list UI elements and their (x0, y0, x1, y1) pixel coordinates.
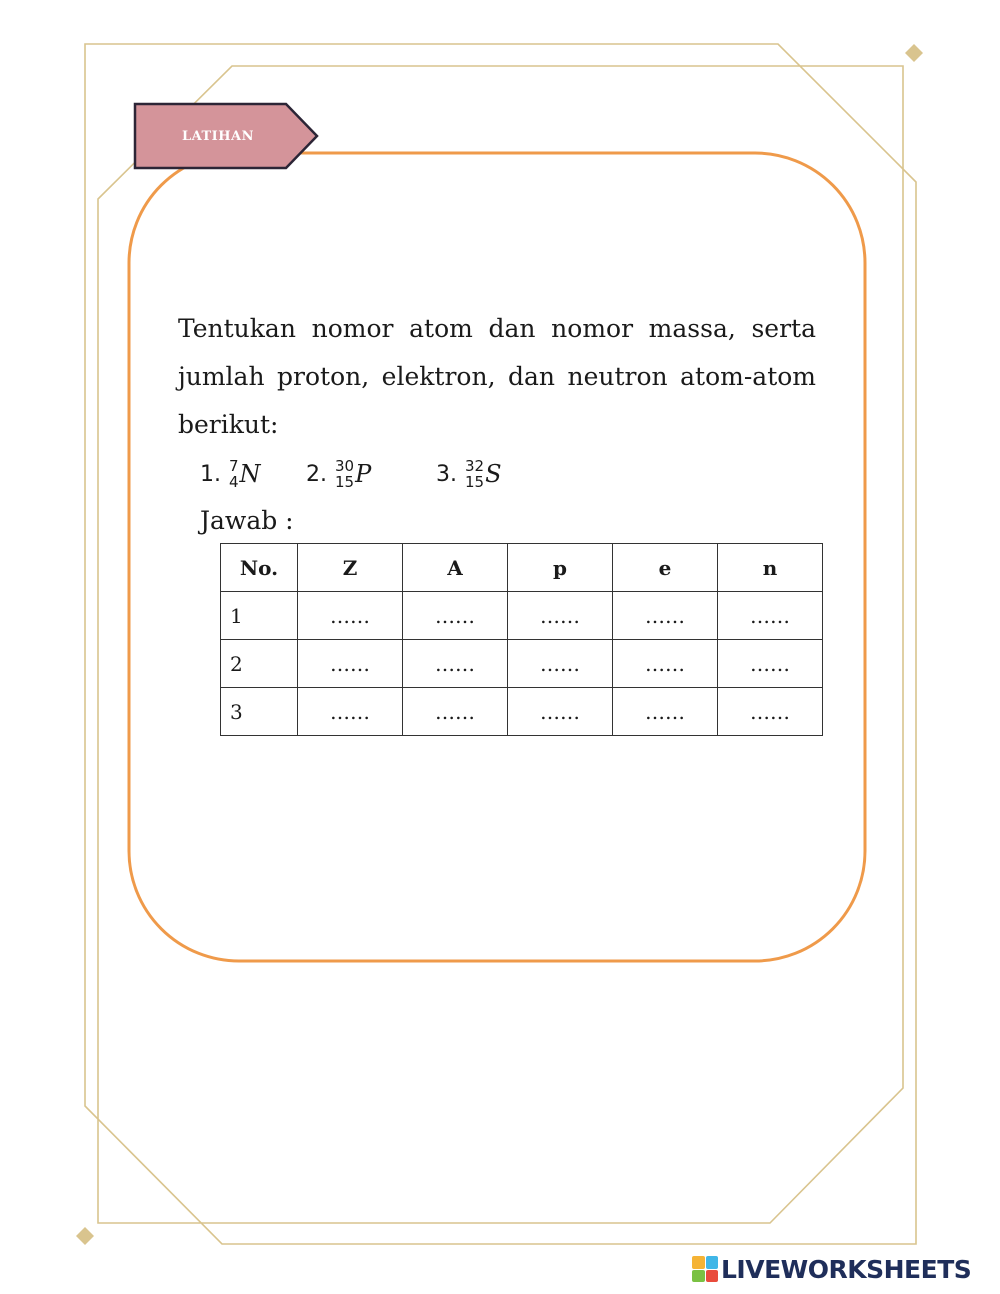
atom-list (200, 452, 800, 496)
answer-blank-z[interactable]: …… (298, 688, 403, 736)
row-number: 2 (221, 640, 298, 688)
brand-text: LIVEWORKSHEETS (721, 1254, 972, 1284)
atomic-number: 15 (335, 473, 355, 491)
row-number: 3 (221, 688, 298, 736)
answer-blank-a[interactable]: …… (403, 592, 508, 640)
element-symbol: N (239, 460, 261, 488)
atom-number: 1. (200, 461, 221, 487)
answer-blank-p[interactable]: …… (508, 640, 613, 688)
table-header-row (221, 544, 823, 592)
answer-blank-e[interactable]: …… (613, 688, 718, 736)
mass-number: 32 (465, 457, 485, 475)
mass-number: 7 (229, 457, 239, 475)
header-p: p (508, 544, 613, 592)
answer-blank-p[interactable]: …… (508, 688, 613, 736)
element-symbol: S (485, 460, 502, 488)
nuclide-notation (335, 458, 371, 490)
table-row (221, 592, 823, 640)
table-row (221, 640, 823, 688)
answer-blank-n[interactable]: …… (718, 592, 823, 640)
answer-blank-n[interactable]: …… (718, 688, 823, 736)
answer-label: Jawab : (200, 506, 294, 535)
atomic-number: 15 (465, 473, 485, 491)
atom-number: 2. (306, 461, 327, 487)
element-symbol: P (355, 460, 372, 488)
header-z: Z (298, 544, 403, 592)
answer-blank-e[interactable]: …… (613, 592, 718, 640)
header-no: No. (221, 544, 298, 592)
row-number: 1 (221, 592, 298, 640)
answer-table (220, 543, 823, 736)
diamond-ornament-bottom-left (76, 1227, 94, 1245)
latihan-tab-label: LATIHAN (181, 128, 255, 144)
table-row (221, 688, 823, 736)
header-n: n (718, 544, 823, 592)
atom-item-3 (436, 452, 502, 496)
nuclide-notation (465, 458, 502, 490)
answer-blank-p[interactable]: …… (508, 592, 613, 640)
liveworksheets-logo-icon (692, 1256, 718, 1282)
answer-blank-z[interactable]: …… (298, 592, 403, 640)
atom-number: 3. (436, 461, 457, 487)
answer-blank-n[interactable]: …… (718, 640, 823, 688)
mass-number: 30 (335, 457, 355, 475)
diamond-ornament-top-right (905, 44, 923, 62)
answer-blank-a[interactable]: …… (403, 688, 508, 736)
header-a: A (403, 544, 508, 592)
liveworksheets-brand[interactable] (692, 1252, 992, 1286)
answer-blank-a[interactable]: …… (403, 640, 508, 688)
header-e: e (613, 544, 718, 592)
answer-blank-e[interactable]: …… (613, 640, 718, 688)
question-text: Tentukan nomor atom dan nomor massa, serta jumlah proton, elektron, dan neutron atom-atom berikut: (178, 314, 816, 439)
atomic-number: 4 (229, 473, 239, 491)
nuclide-notation (229, 458, 261, 490)
atom-item-2 (306, 452, 371, 496)
atom-item-1 (200, 452, 261, 496)
answer-blank-z[interactable]: …… (298, 640, 403, 688)
